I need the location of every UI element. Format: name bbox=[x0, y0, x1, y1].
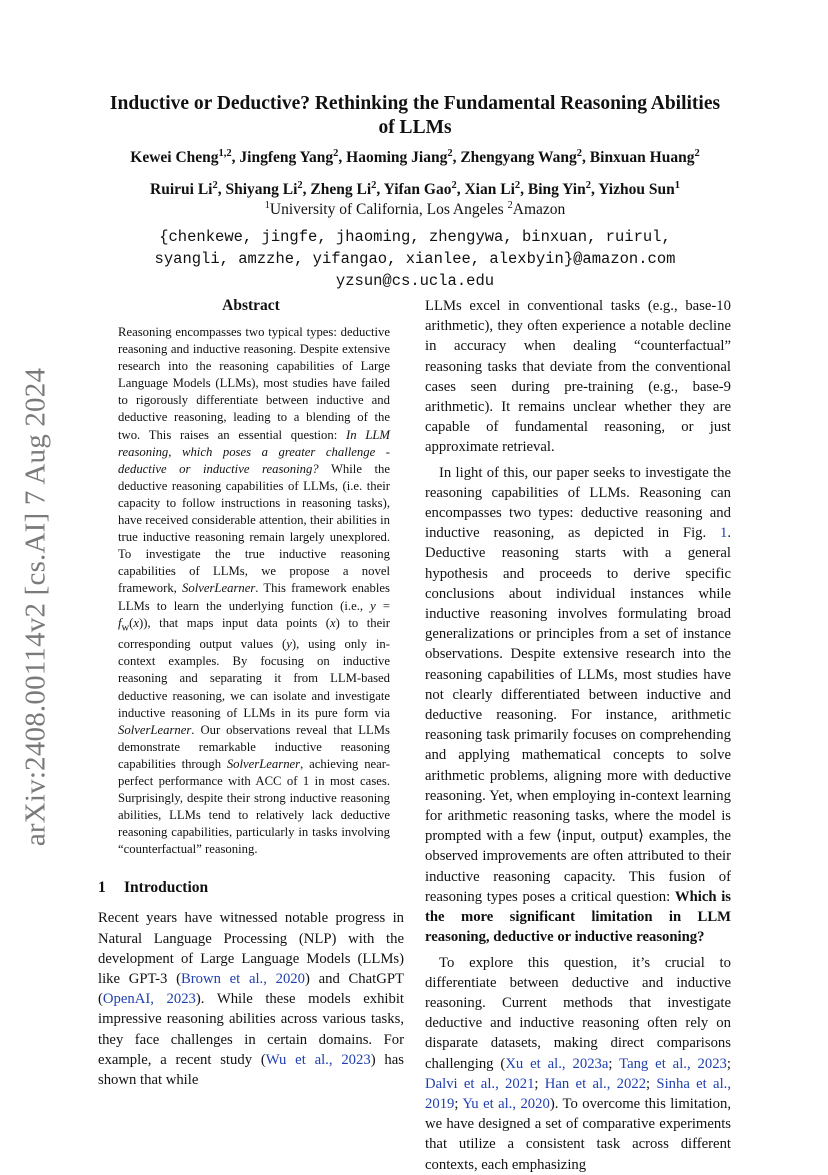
italic-text: y bbox=[370, 598, 376, 613]
italic-text: f bbox=[118, 615, 122, 630]
intro-paragraph-2 bbox=[425, 463, 731, 948]
author-affiliation-sup: 2 bbox=[333, 147, 339, 159]
title-line-1: Inductive or Deductive? Rethinking the Fundamental Reasoning Abilities bbox=[109, 93, 721, 114]
italic-text: x bbox=[133, 615, 140, 630]
text-run: . Deductive reasoning starts with a general hypothesis and proceeds to derive specific conclusions about individual instances while inductive reasoning involves formulating broad generalizations or principles from a set of instance observations. Despite extensive research into the reasoning capabilities of LLMs, most studies have not clearly differentiated between inductive and deductive reasoning. For instance, arithmetic reasoning task primarily focuses on comprehending and applying mathematical concepts to solve arithmetic problems, aligning more with deductive reasoning. Yet, when employing in-context learning for arithmetic reasoning tasks, where the model is prompted with a few ⟨input, output⟩ examples, the observed improvements are often attributed to their inductive reasoning capacity. This fusion of reasoning types poses a critical question: bbox=[425, 525, 731, 905]
author-name: Binxuan Huang bbox=[589, 149, 695, 166]
text-run: While the deductive reasoning capabilities of LLMs, (i.e. their capacity to follow instructions in reasoning tasks), have received considerable attention, their abilities in true inductive reasoning remain largely unexplored. To investigate the true inductive reasoning capabilities of LLMs, we propose a novel framework, bbox=[118, 461, 390, 596]
text-run: Recent years have witnessed notable progress in Natural Language Processing (NLP) with the development of Large Language Models (LLMs) like GPT-3 ( bbox=[98, 910, 404, 988]
citation-link[interactable]: Han et al., 2022 bbox=[544, 1075, 647, 1092]
subscript-text: w bbox=[121, 622, 130, 634]
arxiv-identifier-stamp bbox=[16, 367, 56, 847]
affiliation-2: Amazon bbox=[512, 201, 566, 218]
citation-link[interactable]: Dalvi et al., 2021 bbox=[425, 1075, 535, 1092]
affiliation-1: University of California, Los Angeles bbox=[269, 201, 508, 218]
italic-text: x bbox=[329, 615, 336, 630]
intro-paragraph-1-continued bbox=[425, 296, 731, 458]
citation-link[interactable]: Xu et al., 2023a bbox=[505, 1055, 609, 1072]
introduction-text-right bbox=[425, 296, 731, 1175]
author-name: Haoming Jiang bbox=[346, 149, 448, 166]
arxiv-identifier-text: arXiv:2408.00114v2 [cs.AI] 7 Aug 2024 bbox=[19, 367, 52, 847]
author-name: Yifan Gao bbox=[383, 181, 452, 198]
text-run: = bbox=[375, 598, 390, 613]
italic-text: SolverLearner bbox=[226, 756, 301, 771]
text-run: LLMs excel in conventional tasks (e.g., base-10 arithmetic), they often experience a notable decline in accuracy when dealing “counterfactual” reasoning tasks that deviate from the conventional cases seen during pre-training (e.g., base-9 arithmetic). It remains unclear whether they are capable of fundamental reasoning, or just approximate retrieval. bbox=[425, 298, 731, 456]
affiliations bbox=[96, 200, 734, 220]
text-run: )), that maps input data points ( bbox=[139, 615, 330, 630]
authors-line-1: Kewei Cheng$^{1,2}$, Jingfeng Yang$^2$, Haoming Jiang$^2$, Zhengyang Wang$^2$, Binxuan Huang$^2$ bbox=[130, 147, 700, 166]
citation-link[interactable]: OpenAI, 2023 bbox=[102, 991, 196, 1008]
text-run: ) has shown that while bbox=[98, 1051, 404, 1089]
text-run: ). While these models exhibit impressive reasoning abilities across various tasks, they face challenges in certain domains. For example, a recent study ( bbox=[98, 991, 405, 1068]
author-name: Jingfeng Yang bbox=[239, 149, 334, 166]
author-name: Shiyang Li bbox=[225, 181, 298, 198]
italic-text: SolverLearner bbox=[182, 581, 256, 596]
author-name: Yizhou Sun bbox=[598, 181, 675, 198]
text-run: ). To overcome this limitation, we have designed a set of comparative experiments that utilize a consistent task across different contexts, each emphasizing bbox=[425, 1095, 731, 1173]
author-emails bbox=[96, 226, 734, 292]
author-affiliation-sup: 2 bbox=[297, 179, 303, 191]
introduction-text-left bbox=[98, 908, 404, 1090]
text-run: ; bbox=[608, 1055, 620, 1072]
author-affiliation-sup: 2 bbox=[585, 179, 591, 191]
text-run: ; bbox=[454, 1095, 463, 1112]
section-heading-introduction bbox=[98, 878, 404, 898]
email-line-2: syangli, amzzhe, yifangao, xianlee, alexbyin}@amazon.com bbox=[154, 250, 676, 268]
italic-text: y bbox=[286, 637, 292, 652]
author-affiliation-sup: 2 bbox=[451, 179, 457, 191]
author-name: Zhengyang Wang bbox=[460, 149, 577, 166]
paper-title bbox=[96, 92, 734, 140]
section-number: 1 bbox=[98, 879, 106, 897]
text-run: ) to their corresponding output values ( bbox=[118, 615, 390, 652]
text-run: ; bbox=[646, 1075, 657, 1092]
affil-sup-1: 1 bbox=[264, 199, 270, 211]
bold-text: Which is the more significant limitation in LLM reasoning, deductive or inductive reasoning? bbox=[425, 888, 731, 946]
text-run: To explore this question, it’s crucial to differentiate between deductive and inductive reasoning. Current methods that investigate deductive and inductive reasoning often rely on disparate datasets, making direct comparisons challenging ( bbox=[425, 954, 731, 1072]
author-affiliation-sup: 1 bbox=[674, 179, 680, 191]
text-run: ; bbox=[726, 1055, 731, 1072]
abstract-heading: Abstract bbox=[222, 297, 280, 314]
text-run: . Our observations reveal that LLMs demonstrate remarkable inductive reasoning capabilities through bbox=[118, 722, 390, 771]
author-affiliation-sup: 2 bbox=[514, 179, 521, 191]
authors-line-2: Ruirui Li$^2$, Shiyang Li$^2$, Zheng Li$^2$, Yifan Gao$^2$, Xian Li$^2$, Bing Yin$^2$, Yizhou Sun$^1$ bbox=[150, 179, 680, 198]
intro-paragraph-1 bbox=[98, 908, 404, 1090]
citation-link[interactable]: Brown et al., 2020 bbox=[180, 971, 305, 988]
text-run: ( bbox=[129, 615, 134, 630]
italic-text: SolverLearner bbox=[118, 722, 192, 737]
text-run: ), using only in-context examples. By focusing on inductive reasoning and separating it from LLM-based deductive reasoning, we can isolate and investigate inductive reasoning of LLMs in its pure form via bbox=[118, 637, 390, 720]
affil-sup-2: 2 bbox=[507, 199, 513, 211]
author-name: Xian Li bbox=[464, 181, 515, 198]
author-affiliation-sup: 2 bbox=[212, 179, 218, 191]
author-name: Ruirui Li bbox=[150, 181, 213, 198]
citation-link[interactable]: Tang et al., 2023 bbox=[619, 1055, 727, 1072]
citation-link[interactable]: 1 bbox=[719, 525, 728, 542]
author-affiliation-sup: 2 bbox=[447, 147, 453, 159]
author-affiliation-sup: 2 bbox=[576, 147, 583, 159]
abstract-body bbox=[98, 324, 404, 858]
author-affiliation-sup: 2 bbox=[694, 147, 700, 159]
author-affiliation-sup: 1,2 bbox=[218, 147, 232, 159]
section-title: Introduction bbox=[124, 879, 209, 897]
paper-header bbox=[96, 92, 734, 292]
text-run: ) and ChatGPT ( bbox=[98, 971, 404, 1008]
citation-link[interactable]: Sinha et al., 2019 bbox=[425, 1075, 731, 1112]
left-column bbox=[98, 296, 404, 1090]
text-run: . This framework enables LLMs to learn the underlying function (i.e., bbox=[118, 581, 390, 613]
text-run: In light of this, our paper seeks to investigate the reasoning capabilities of LLMs. Reasoning can encompasses two types: deductive reasoning and inductive reasoning, as depicted in Fig. bbox=[425, 464, 731, 542]
intro-paragraph-3 bbox=[425, 953, 731, 1175]
abstract-paragraph bbox=[118, 324, 390, 858]
text-run: , achieving near-perfect performance with ACC of 1 in most cases. Surprisingly, despite their strong inductive reasoning abilities, LLMs tend to relatively lack deductive reasoning capabilities, particularly in tasks involving “counterfactual” reasoning. bbox=[118, 756, 390, 857]
citation-link[interactable]: Yu et al., 2020 bbox=[462, 1095, 550, 1112]
text-run: ; bbox=[534, 1075, 545, 1092]
email-line-3: yzsun@cs.ucla.edu bbox=[335, 272, 495, 290]
title-line-2: of LLMs bbox=[378, 117, 452, 138]
author-affiliation-sup: 2 bbox=[371, 179, 377, 191]
italic-text: In LLM reasoning, which poses a greater challenge - deductive or inductive reasoning? bbox=[118, 427, 390, 476]
author-name: Bing Yin bbox=[527, 181, 586, 198]
author-name: Kewei Cheng bbox=[130, 149, 219, 166]
text-run: Reasoning encompasses two typical types: deductive reasoning and inductive reasoning. Despite extensive research into the reasoning capabilities of Large Language Models (LLMs), most studies have failed to rigorously differentiate between inductive and deductive reasoning, leading to a blending of the two. This raises an essential question: bbox=[118, 325, 390, 442]
email-line-1: {chenkewe, jingfe, jhaoming, zhengywa, binxuan, ruirul, bbox=[159, 228, 671, 246]
right-column bbox=[425, 296, 731, 1175]
citation-link[interactable]: Wu et al., 2023 bbox=[265, 1051, 371, 1068]
author-name: Zheng Li bbox=[310, 181, 372, 198]
